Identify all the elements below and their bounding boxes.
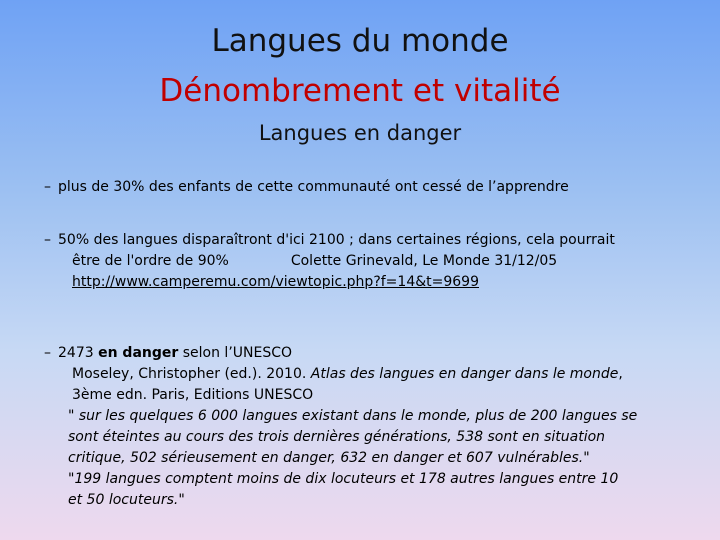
bullet-unesco-count xyxy=(44,343,694,511)
bullet-text-line xyxy=(58,251,694,272)
quote-line: critique, 502 sérieusement en danger, 632 en danger et 607 vulnérables." xyxy=(68,450,590,466)
bold-phrase: en danger xyxy=(98,345,179,361)
source-link[interactable]: http://www.camperemu.com/viewtopic.php?f=14&t=9699 xyxy=(72,274,479,290)
bullet-children-stopped-learning xyxy=(44,177,694,198)
bullet-text-fragment: être de l'ordre de 90% xyxy=(72,253,229,269)
unesco-quote xyxy=(68,406,694,511)
bullet-dash: – xyxy=(44,345,51,361)
quote-line: sont éteintes au cours des trois dernières générations, 538 sont en situation xyxy=(68,429,606,445)
citation-author: Moseley, Christopher (ed.). 2010. xyxy=(72,366,307,382)
quote-line: "199 langues comptent moins de dix locuteurs et 178 autres langues entre 10 xyxy=(68,471,619,487)
bullet-text-fragment: selon l’UNESCO xyxy=(182,345,293,361)
bullet-languages-disappear xyxy=(44,230,694,293)
bullet-text-line xyxy=(58,343,694,364)
citation-source: Colette Grinevald, Le Monde 31/12/05 xyxy=(290,253,558,269)
bullet-dash: – xyxy=(44,179,51,195)
citation-line xyxy=(58,364,694,385)
bullet-text: plus de 30% des enfants de cette communauté ont cessé de l’apprendre xyxy=(58,179,569,195)
bullet-text-line: 50% des langues disparaîtront d'ici 2100 ; dans certaines régions, cela pourrait xyxy=(58,232,615,248)
slide-title-secondary: Dénombrement et vitalité xyxy=(159,73,561,109)
quote-line: " sur les quelques 6 000 langues existant dans le monde, plus de 200 langues se xyxy=(68,408,638,424)
quote-line: et 50 locuteurs." xyxy=(68,492,185,508)
citation-line: 3ème edn. Paris, Editions UNESCO xyxy=(72,387,314,403)
citation-title: Atlas des langues en danger dans le monde xyxy=(310,366,619,382)
bullet-link-line xyxy=(58,272,694,293)
language-count: 2473 xyxy=(58,345,94,361)
slide-subtitle: Langues en danger xyxy=(258,121,462,145)
bullet-dash: – xyxy=(44,232,51,248)
slide-title: Langues du monde xyxy=(211,23,509,59)
citation-punctuation: , xyxy=(618,366,623,382)
